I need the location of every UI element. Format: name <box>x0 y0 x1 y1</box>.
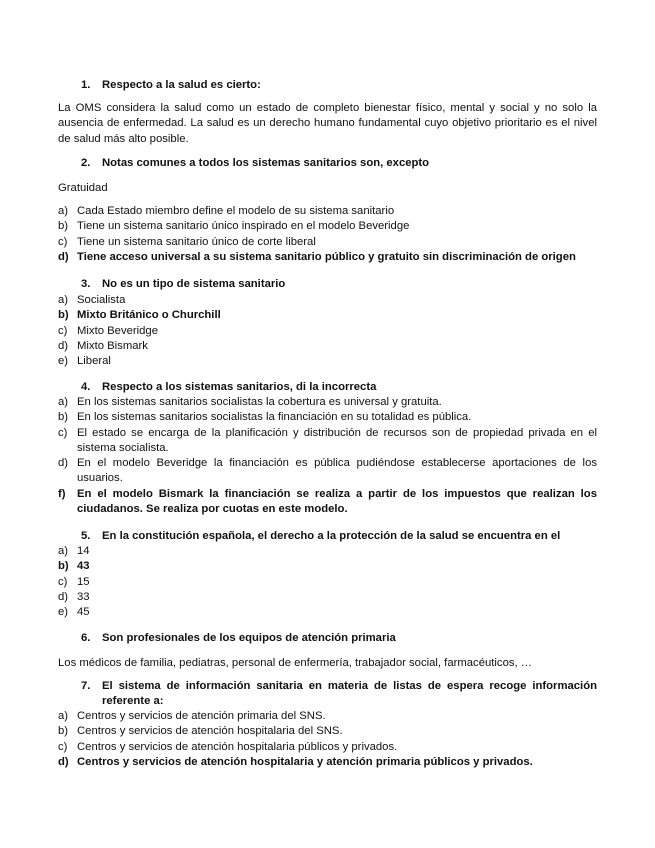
question-number: 5. <box>81 530 91 542</box>
option-a: a) Socialista <box>58 294 126 306</box>
option-b: b) Tiene un sistema sanitario único inspirado en el modelo Beveridge <box>58 220 410 233</box>
question-text: Notas comunes a todos los sistemas sanitarios son, excepto <box>102 157 430 169</box>
question-2 <box>81 156 597 171</box>
question-text: No es un tipo de sistema sanitario <box>102 278 286 290</box>
option-d: d) Mixto Bismark <box>58 339 148 352</box>
option-d-correct: d) Tiene acceso universal a su sistema sanitario público y gratuito sin discriminación de origen <box>58 250 576 263</box>
option-d: d) En el modelo Beveridge la financiación es pública pudiéndose establecerse aportaciones de los usuarios. <box>58 457 597 485</box>
question-text: El sistema de información sanitaria en materia de listas de espera recoge información referente a: <box>102 680 597 708</box>
option-e: e) 45 <box>58 606 90 619</box>
option-e: e) Liberal <box>58 355 111 368</box>
answer-2: Gratuidad <box>58 182 108 194</box>
options-4 <box>58 395 597 517</box>
answer-6: Los médicos de familia, pediatras, personal de enfermería, trabajador social, farmacéuticos, … <box>58 657 533 669</box>
option-f-correct: f) En el modelo Bismark la financiación se realiza a partir de los impuestos que realizan los ciudadanos. Se realiza por cuotas en este modelo. <box>58 487 597 516</box>
question-number: 3. <box>81 278 91 290</box>
options-7 <box>58 709 597 770</box>
option-b: b) En los sistemas sanitarios socialistas la financiación en su totalidad es pública. <box>58 411 472 424</box>
option-d-correct: d) Centros y servicios de atención hospitalaria y atención primaria públicos y privados. <box>58 755 533 768</box>
question-number: 7. <box>81 680 91 692</box>
question-1 <box>81 78 597 93</box>
options-5 <box>58 544 597 620</box>
question-text: Respecto a los sistemas sanitarios, di la incorrecta <box>102 381 377 393</box>
question-number: 4. <box>81 381 91 393</box>
options-3 <box>58 293 597 369</box>
options-2 <box>58 204 597 265</box>
option-c: c) Centros y servicios de atención hospitalaria públicos y privados. <box>58 740 398 753</box>
question-number: 1. <box>81 79 91 91</box>
question-number: 6. <box>81 632 91 644</box>
question-5 <box>81 529 597 544</box>
question-4 <box>81 380 597 395</box>
option-c: c) Mixto Beveridge <box>58 324 158 337</box>
option-c: c) Tiene un sistema sanitario único de corte liberal <box>58 235 316 248</box>
question-number: 2. <box>81 157 91 169</box>
option-a: a) 14 <box>58 545 90 557</box>
option-a: a) En los sistemas sanitarios socialistas la cobertura es universal y gratuita. <box>58 396 442 408</box>
option-a: a) Cada Estado miembro define el modelo de su sistema sanitario <box>58 205 395 217</box>
question-text: Respecto a la salud es cierto: <box>102 79 261 91</box>
option-b-correct: b) Mixto Británico o Churchill <box>58 309 221 322</box>
question-6 <box>81 631 597 646</box>
option-c: c) El estado se encarga de la planificación y distribución de recursos son de propiedad privada en el sistema socialista. <box>58 426 597 454</box>
question-3 <box>81 277 597 292</box>
option-a: a) Centros y servicios de atención primaria del SNS. <box>58 710 326 722</box>
option-b-correct: b) 43 <box>58 560 90 573</box>
option-c: c) 15 <box>58 575 90 588</box>
option-b: b) Centros y servicios de atención hospitalaria del SNS. <box>58 725 343 738</box>
option-d: d) 33 <box>58 590 90 603</box>
question-text: En la constitución española, el derecho a la protección de la salud se encuentra en el <box>102 530 561 542</box>
answer-1: La OMS considera la salud como un estado de completo bienestar físico, mental y social y no solo la ausencia de enfermedad. La salud es un derecho humano fundamental cuyo objetivo prioritario es el nivel de salud más alto posible. <box>58 102 597 145</box>
question-7 <box>81 679 597 710</box>
question-text: Son profesionales de los equipos de atención primaria <box>102 632 396 644</box>
